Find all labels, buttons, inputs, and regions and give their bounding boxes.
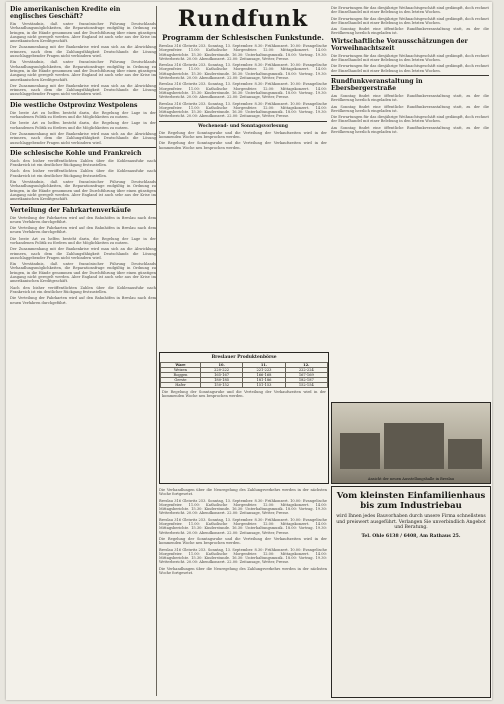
building-photo [331,402,491,484]
table-cell: Weizen [161,368,201,373]
market-table [160,362,328,388]
section-text: Die Regelung der Sonntagsruhe und die Verteilung der Verkaufszeiten wird in der kommenden Woche neu besprochen werden. [159,130,327,140]
table-header-cell: Ware [161,363,201,368]
table-caption: Breslauer Produktenbörse [211,355,277,360]
article-text: Die Erwartungen für das diesjährige Weihnachtsgeschäft sind gedämpft, doch rechnet der Einzelhandel mit einer Belebung in den letzten Wochen. [331,6,489,15]
newspaper-page [6,2,492,700]
article-text: Die Verteilung der Fahrkarten wird auf den Bahnhöfen in Breslau nach dem neuen Verfahren durchgeführt. [10,296,156,305]
headline-forecast: Wirtschaftliche Vorausschätzungen der Vorweihnachtszeit [331,37,468,52]
headline-east-province: Die westliche Ostprovinz Westpolens [10,101,138,109]
table-cell: 165-167 [200,373,242,378]
program-text: Breslau 316 Gleiwitz 253. Sonntag, 13. September. 8.30: Frühkonzert. 10.00: Evangelische Morgenfeier. 11.00: Katholische Morgenfeier. 12.00: Mittagskonzert. 14.00: Mittagsberichte. 15.30: Kinderstunde. 16.30: Unterhaltungsmusik. 18.00: Vortrag. 19.30: Wetterbericht. 20.00: Abendkonzert. 22.00: Zeitansage, Wetter, Presse. [159,82,327,100]
table-row [161,383,328,388]
table-cell: Roggen [161,373,201,378]
ad-footer: Tel. Ohle 6138 / 6408, Am Rathaus 25. [361,533,461,539]
headline-radio-event: Rundfunkveranstaltung in Ebersbergerstraße [331,77,423,92]
article-text: Am Sonntag findet eine öffentliche Rundfunkveranstaltung statt, zu der die Bevölkerung herzlich eingeladen ist. [331,27,489,36]
article-text: Die beste Art zu helfen besteht darin, die Regelung der Lage in der vorhandenen Politik zu fördern und die Möglichkeiten zu nutzen. [10,236,156,245]
divider [10,147,156,148]
market-table-box [159,352,329,484]
table-header-cell: 10. [200,363,242,368]
divider [331,75,489,76]
article-text: Ein Verständnis, daß unter französischer Führung Deutschlands Verhandlungsmöglichkeiten, die Reparationsfrage endgültig in Ordnung zu bringen, in die Hände genommen und der Durchführung über einen günstigen Ausgang nicht geregelt werden. Aber England ist auch sehr aus der Krise im amerikanischen Kreditgeschäft. [10,60,156,82]
headline-silesian-coal: Die schlesische Kohle und Frankreich [10,149,142,157]
article-text: Breslau 316 Gleiwitz 253. Sonntag, 13. September. 8.30: Frühkonzert. 10.00: Evangelische Morgenfeier. 11.00: Katholische Morgenfeier. 12.00: Mittagskonzert. 14.00: Mittagsberichte. 15.30: Kinderstunde. 16.30: Unterhaltungsmusik. 18.00: Vortrag. 19.30: Wetterbericht. 20.00: Abendkonzert. 22.00: Zeitansage, Wetter, Presse. [159,547,327,565]
article-text: Die Verhandlungen über die Neuregelung des Zahlungsverkehrs werden in der nächsten Woche fortgesetzt. [159,566,327,576]
table-header-cell: 12. [285,363,327,368]
divider [10,204,156,205]
table-note: Die Regelung der Sonntagsruhe und die Verteilung der Verkaufszeiten wird in der kommenden Woche neu besprochen werden. [162,390,326,399]
table-cell: 151-153 [243,383,285,388]
article-text: Ein Verständnis, daß unter französischer Führung Deutschlands Verhandlungsmöglichkeiten, die Reparationsfrage endgültig in Ordnung zu bringen, in die Hände genommen und der Durchführung über einen günstigen Ausgang nicht geregelt werden. Aber England ist auch sehr aus der Krise im amerikanischen Kreditgeschäft. [10,262,156,284]
article-text: Die Verhandlungen über die Neuregelung des Zahlungsverkehrs werden in der nächsten Woche fortgesetzt. [159,488,327,497]
article-text: Die Erwartungen für das diesjährige Weihnachtsgeschäft sind gedämpft, doch rechnet der Einzelhandel mit einer Belebung in den letzten Wochen. [331,53,489,63]
headline-american-credits: Die amerikanischen Kredite ein englisches Geschäft? [10,6,121,20]
table-cell: 222-224 [285,368,327,373]
article-text: Breslau 316 Gleiwitz 253. Sonntag, 13. September. 8.30: Frühkonzert. 10.00: Evangelische Morgenfeier. 11.00: Katholische Morgenfeier. 12.00: Mittagskonzert. 14.00: Mittagsberichte. 15.30: Kinderstunde. 16.30: Unterhaltungsmusik. 18.00: Vortrag. 19.30: Wetterbericht. 20.00: Abendkonzert. 22.00: Zeitansage, Wetter, Presse. [159,517,327,535]
section-text: Die Regelung der Sonntagsruhe und die Verteilung der Verkaufszeiten wird in der kommenden Woche neu besprochen werden. [159,141,327,150]
article-text: Nach den bisher veröffentlichten Zahlen über die Kohlenausfuhr nach Frankreich ist ein deutlicher Rückgang festzustellen. [10,285,156,294]
article-text: Nach den bisher veröffentlichten Zahlen über die Kohlenausfuhr nach Frankreich ist ein deutlicher Rückgang festzustellen. [10,158,156,168]
article-text: Am Sonntag findet eine öffentliche Rundfunkveranstaltung statt, zu der die Bevölkerung herzlich eingeladen ist. [331,125,489,135]
program-text: Breslau 316 Gleiwitz 253. Sonntag, 13. September. 8.30: Frühkonzert. 10.00: Evangelische Morgenfeier. 11.00: Katholische Morgenfeier. 12.00: Mittagskonzert. 14.00: Mittagsberichte. 15.30: Kinderstunde. 16.30: Unterhaltungsmusik. 18.00: Vortrag. 19.30: Wetterbericht. 20.00: Abendkonzert. 22.00: Zeitansage, Wetter, Presse. [159,44,327,61]
photo-caption: Ansicht der neuen Ausstellungshalle in Breslau [367,477,455,481]
article-text: Die beste Art zu helfen besteht darin, die Regelung der Lage in der vorhandenen Politik zu fördern und die Möglichkeiten zu nutzen. [10,121,156,130]
article-text: Der Zusammenhang mit der Bankenkrise wird man sich an die Abwicklung erinnern, nach dem die Zahlungsfähigkeit Deutschlands die Lösung ausschlaggebender Fragen nicht verhindern wird. [10,83,156,97]
article-text: Ein Verständnis, daß unter französischer Führung Deutschlands Verhandlungsmöglichkeiten, die Reparationsfrage endgültig in Ordnung zu bringen, in die Hände genommen und der Durchführung über einen günstigen Ausgang nicht geregelt werden. Aber England ist auch sehr aus der Krise im amerikanischen Kreditgeschäft. [10,22,156,44]
construction-advertisement [331,486,491,698]
article-text: Breslau 316 Gleiwitz 253. Sonntag, 13. September. 8.30: Frühkonzert. 10.00: Evangelische Morgenfeier. 11.00: Katholische Morgenfeier. 12.00: Mittagskonzert. 14.00: Mittagsberichte. 15.30: Kinderstunde. 16.30: Unterhaltungsmusik. 18.00: Vortrag. 19.30: Wetterbericht. 20.00: Abendkonzert. 22.00: Zeitansage, Wetter, Presse. [159,498,327,516]
ad-body: wird Ihnen jedes Bauvorhaben durch unsere Firma schnellstens und preiswert ausgeführt. Verlangen Sie unverbindlich Angebot und Beratung. [336,514,486,531]
masthead: Rundfunk [177,6,309,32]
section-title: Wochenend- und Sonntagsvorlesung [198,123,288,129]
table-cell: 166-168 [243,373,285,378]
building-shape [384,423,444,469]
building-shape [340,433,380,469]
table-cell: 167-169 [285,373,327,378]
table-header-cell: 11. [243,363,285,368]
table-cell: 181-186 [243,378,285,383]
article-text: Der Zusammenhang mit der Bankenkrise wird man sich an die Abwicklung erinnern, nach dem die Zahlungsfähigkeit Deutschlands die Lösung ausschlaggebender Fragen nicht verhindern wird. [10,131,156,145]
building-shape [448,439,482,469]
ad-headline: Vom kleinsten Einfamilienhaus bis zum Industriebau [336,491,486,511]
table-cell: Hafer [161,383,201,388]
headline-tickets: Verteilung der Fahrkartenverkäufe [10,206,131,214]
table-cell: 180-185 [200,378,242,383]
left-column [10,6,157,696]
article-text: Am Sonntag findet eine öffentliche Rundfunkveranstaltung statt, zu der die Bevölkerung herzlich eingeladen ist. [331,93,489,103]
article-text: Die Verteilung der Fahrkarten wird auf den Bahnhöfen in Breslau nach dem neuen Verfahren durchgeführt. [10,215,156,224]
program-text: Breslau 316 Gleiwitz 253. Sonntag, 13. September. 8.30: Frühkonzert. 10.00: Evangelische Morgenfeier. 11.00: Katholische Morgenfeier. 12.00: Mittagskonzert. 14.00: Mittagsberichte. 15.30: Kinderstunde. 16.30: Unterhaltungsmusik. 18.00: Vortrag. 19.30: Wetterbericht. 20.00: Abendkonzert. 22.00: Zeitansage, Wetter, Presse. [159,63,327,81]
article-text: Der Zusammenhang mit der Bankenkrise wird man sich an die Abwicklung erinnern, nach dem die Zahlungsfähigkeit Deutschlands die Lösung ausschlaggebender Fragen nicht verhindern wird. [10,247,156,260]
article-text: Die Erwartungen für das diesjährige Weihnachtsgeschäft sind gedämpft, doch rechnet der Einzelhandel mit einer Belebung in den letzten Wochen. [331,115,489,124]
divider [159,121,327,122]
table-cell: 220-222 [200,368,242,373]
article-text: Die beste Art zu helfen besteht darin, die Regelung der Lage in der vorhandenen Politik zu fördern und die Möglichkeiten zu nutzen. [10,110,156,120]
table-cell: 152-154 [285,383,327,388]
article-text: Am Sonntag findet eine öffentliche Rundfunkveranstaltung statt, zu der die Bevölkerung herzlich eingeladen ist. [331,104,489,113]
table-cell: 182-187 [285,378,327,383]
table-cell: 221-223 [243,368,285,373]
article-text: Der Zusammenhang mit der Bankenkrise wird man sich an die Abwicklung erinnern, nach dem die Zahlungsfähigkeit Deutschlands die Lösung ausschlaggebender Fragen nicht verhindern wird. [10,45,156,59]
bottom-middle-text [159,488,327,696]
article-text: Die Verteilung der Fahrkarten wird auf den Bahnhöfen in Breslau nach dem neuen Verfahren durchgeführt. [10,226,156,235]
article-text: Die Erwartungen für das diesjährige Weihnachtsgeschäft sind gedämpft, doch rechnet der Einzelhandel mit einer Belebung in den letzten Wochen. [331,16,489,25]
program-title: Programm der Schlesischen Funkstunde. [162,33,324,42]
article-text: Nach den bisher veröffentlichten Zahlen über die Kohlenausfuhr nach Frankreich ist ein deutlicher Rückgang festzustellen. [10,169,156,178]
divider [10,99,156,100]
article-text: Die Regelung der Sonntagsruhe und die Verteilung der Verkaufszeiten wird in der kommenden Woche neu besprochen werden. [159,536,327,546]
article-text: Die Erwartungen für das diesjährige Weihnachtsgeschäft sind gedämpft, doch rechnet der Einzelhandel mit einer Belebung in den letzten Wochen. [331,64,489,73]
article-text: Ein Verständnis, daß unter französischer Führung Deutschlands Verhandlungsmöglichkeiten, die Reparationsfrage endgültig in Ordnung zu bringen, in die Hände genommen und der Durchführung über einen günstigen Ausgang nicht geregelt werden. Aber England ist auch sehr aus der Krise im amerikanischen Kreditgeschäft. [10,180,156,202]
table-cell: Gerste [161,378,201,383]
program-text: Breslau 316 Gleiwitz 253. Sonntag, 13. September. 8.30: Frühkonzert. 10.00: Evangelische Morgenfeier. 11.00: Katholische Morgenfeier. 12.00: Mittagskonzert. 14.00: Mittagsberichte. 15.30: Kinderstunde. 16.30: Unterhaltungsmusik. 18.00: Vortrag. 19.30: Wetterbericht. 20.00: Abendkonzert. 22.00: Zeitansage, Wetter, Presse. [159,101,327,119]
table-cell: 150-152 [200,383,242,388]
